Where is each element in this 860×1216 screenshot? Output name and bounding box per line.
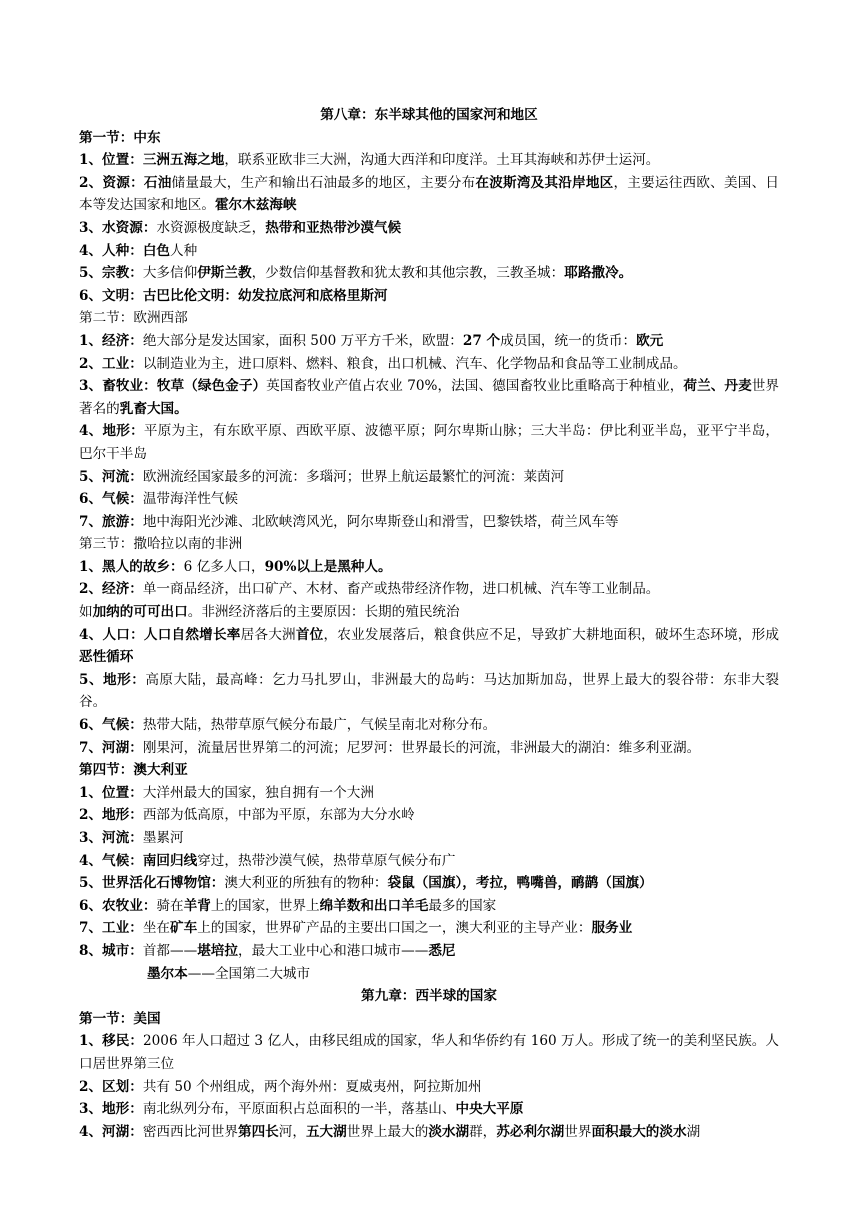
text-run: 6 亿多人口， [183, 558, 265, 575]
text-run: 刚果河，流量居世界第二的河流；尼罗河：世界最长的河流，非洲最大的湖泊：维多利亚湖。 [142, 739, 701, 756]
text-run: 淡水湖 [428, 1123, 470, 1140]
text-run: 以制造业为主，进口原料、燃料、粮食，出口机械、汽车、化学物品和食品等工业制成品。 [142, 355, 687, 372]
text-run: 霍尔木兹海峡 [214, 197, 297, 214]
text-run: 中央大平原 [455, 1101, 524, 1118]
text-run: 2、地形： [79, 807, 143, 824]
text-run: 5、河流： [79, 468, 143, 485]
text-run: 欧洲流经国家最多的河流：多瑙河；世界上航运最繁忙的河流：莱茵河 [142, 468, 565, 485]
text-run: 7、工业： [79, 920, 143, 937]
text-run: 储量最大，生产和输出石油最多的地区，主要分布 [171, 174, 476, 191]
document-line [79, 963, 779, 986]
text-run: 8、城市： [79, 942, 143, 959]
text-run: 27 个 [462, 332, 501, 349]
text-run: 6、农牧业： [79, 897, 157, 914]
text-run: ，少数信仰基督教和犹太教和其他宗教，三教圣城： [251, 265, 565, 282]
text-run: 成员国，统一的货币： [500, 332, 637, 349]
document-line [79, 624, 779, 669]
document-line [79, 240, 779, 263]
text-run: 1、经济： [79, 332, 143, 349]
text-run: 5、地形： [79, 671, 146, 688]
document-line [79, 737, 779, 760]
text-run: 绝大部分是发达国家，面积 500 万平方千米，欧盟： [142, 332, 463, 349]
text-run: 袋鼠（国旗），考拉，鸭嘴兽，鸸鹋（国旗） [387, 875, 653, 892]
text-run: 地中海阳光沙滩、北欧峡湾风光，阿尔卑斯登山和滑雪，巴黎铁塔，荷兰风车等 [142, 513, 619, 530]
text-run: 欧元 [636, 332, 664, 349]
text-run: 4、人口： [79, 626, 144, 643]
text-run: 世界上最大的 [346, 1123, 429, 1140]
text-run: 在波斯湾及其沿岸地区 [475, 174, 614, 191]
document-line [79, 578, 779, 601]
text-run: 密西西比河世界 [142, 1123, 238, 1140]
text-run: 热带大陆，热带草原气候分布最广，气候呈南北对称分布。 [142, 717, 497, 734]
text-run: 石油 [143, 174, 172, 191]
text-run: 4、气候： [79, 852, 143, 869]
text-run: 人种 [170, 242, 198, 259]
text-run: 墨尔本 [147, 965, 188, 982]
document-line [79, 782, 779, 805]
text-run: 6、文明：古巴比伦文明：幼发拉底河和底格里斯河 [79, 287, 388, 304]
text-run: 苏必利尔湖 [496, 1123, 565, 1140]
document-line [79, 375, 779, 420]
text-run: 西部为低高原，中部为平原，东部为大分水岭 [142, 807, 415, 824]
text-run: 世界 [564, 1123, 592, 1140]
text-run: 2、资源： [79, 174, 144, 191]
text-run: ——全国第二大城市 [187, 965, 311, 982]
document-line [79, 850, 779, 873]
document-line [79, 895, 779, 918]
text-run: 面积最大的淡水 [591, 1123, 687, 1140]
text-run: 悉尼 [428, 942, 456, 959]
document-line [79, 872, 779, 895]
text-run: 1、位置： [79, 784, 143, 801]
text-run: 如 [79, 604, 93, 621]
text-run: 共有 50 个州组成，两个海外州：夏威夷州，阿拉斯加州 [142, 1078, 482, 1095]
text-run: 第一节：中东 [79, 129, 161, 146]
text-run: 上的国家，世界上 [210, 897, 320, 914]
chapter-title [79, 104, 779, 127]
text-run: 2、区划： [79, 1078, 143, 1095]
text-run: 3、河流： [79, 830, 143, 846]
text-run: 5、宗教： [79, 265, 143, 282]
text-run: 90%以上是黑种人。 [264, 558, 392, 575]
chapter-title [79, 985, 779, 1008]
document-line [79, 127, 779, 150]
text-run: 水资源极度缺乏， [156, 219, 266, 236]
document-line [79, 149, 779, 172]
document-line [79, 1098, 779, 1121]
text-run: 世界著名的 [79, 378, 780, 417]
text-run: 1、位置： [79, 152, 143, 169]
text-run: 湖 [686, 1123, 701, 1140]
document-line [79, 488, 779, 511]
text-run: 高原大陆，最高峰：乞力马扎罗山，非洲最大的岛屿：马达加斯加岛，世界上最大的裂谷带：东非大裂谷。 [79, 671, 779, 711]
text-run: 恶性循环 [79, 649, 134, 666]
text-run: 英国畜牧业产值占农业 70%，法国、德国畜牧业比重略高于种植业， [266, 378, 684, 395]
text-run: 荷兰、丹麦 [683, 378, 752, 395]
text-run: 加纳的可可出口 [92, 604, 188, 621]
text-run: 第四节：澳大利亚 [79, 762, 188, 779]
document-line [79, 353, 779, 376]
text-run: 耶路撒冷。 [564, 265, 633, 282]
text-run: 第三节：撒哈拉以南的非洲 [79, 536, 243, 553]
text-run: 穿过，热带沙漠气候，热带草原气候分布广 [197, 852, 456, 869]
document-line [79, 285, 779, 308]
text-run: 牧草（绿色金子） [156, 378, 267, 395]
text-run: 4、河湖： [79, 1123, 143, 1140]
text-run: 第四长 [238, 1123, 279, 1140]
text-run: 2、工业： [79, 355, 143, 372]
text-run: 坐在 [142, 920, 171, 937]
text-run: 南北纵列分布，平原面积占总面积的一半，落基山、 [142, 1101, 456, 1118]
text-run: ，最大工业中心和港口城市—— [238, 942, 429, 959]
document-line [79, 601, 779, 624]
text-run: 服务业 [591, 920, 633, 937]
text-run: 伊斯兰教 [197, 265, 252, 282]
text-run: 第二节：欧洲西部 [79, 310, 188, 327]
text-run: 最多的国家 [428, 897, 497, 914]
text-run: 单一商品经济，出口矿产、木材、畜产或热带经济作物，进口机械、汽车等工业制品。 [142, 581, 660, 598]
text-run: 第九章：西半球的国家 [361, 988, 497, 1005]
text-run: 6、气候： [79, 717, 143, 734]
document-line [79, 307, 779, 330]
text-run: 1、黑人的故乡： [79, 558, 184, 575]
document-line [79, 217, 779, 240]
text-run: 大多信仰 [142, 265, 198, 282]
document-line [79, 1008, 779, 1031]
text-run: 骑在 [156, 897, 184, 914]
document-line [79, 1121, 779, 1144]
text-run: 第一节：美国 [79, 1010, 161, 1027]
text-run: ，主要运往西欧、美国、日本等发达国家和地区。 [79, 174, 780, 214]
document-line [79, 827, 779, 850]
document-line [79, 917, 779, 940]
document-line [79, 556, 779, 579]
text-run: 大洋州最大的国家，独自拥有一个大洲 [142, 784, 374, 801]
text-run: ，农业发展落后，粮食供应不足，导致扩大耕地面积，破坏生态环境，形成 [323, 626, 780, 643]
text-run: 3、水资源： [79, 219, 157, 236]
text-run: 群， [469, 1123, 497, 1140]
document-line [79, 759, 779, 782]
document-line [79, 669, 779, 714]
document-line [79, 511, 779, 534]
text-run: 堪培拉 [197, 942, 238, 959]
text-run: 4、地形： [79, 423, 144, 440]
document-line [79, 940, 779, 963]
document-line [79, 330, 779, 353]
text-run: 羊背 [183, 897, 211, 914]
text-run: 第八章：东半球其他的国家河和地区 [320, 107, 538, 123]
document-line [79, 714, 779, 737]
text-run: 白色 [142, 242, 171, 259]
text-run: 矿车 [170, 920, 198, 937]
text-run: 7、旅游： [79, 513, 143, 530]
text-run: 墨累河 [142, 830, 184, 846]
text-run: 上的国家，世界矿产品的主要出口国之一，澳大利亚的主导产业： [197, 920, 592, 937]
text-run: 5、世界活化石博物馆： [79, 875, 225, 892]
text-run: 3、地形： [79, 1101, 143, 1118]
text-run: 南回归线 [142, 852, 198, 869]
text-run: 三洲五海之地 [142, 152, 225, 169]
document-line [79, 533, 779, 556]
text-run: 温带海洋性气候 [142, 491, 238, 508]
document-line [79, 1076, 779, 1099]
text-run: 乳畜大国。 [119, 400, 188, 417]
text-run: 热带和亚热带沙漠气候 [265, 219, 402, 236]
document-line [79, 262, 779, 285]
document-line [79, 466, 779, 489]
text-run: 人口自然增长率 [143, 626, 241, 643]
text-run: 4、人种： [79, 242, 143, 259]
text-run: 绵羊数和出口羊毛 [319, 897, 429, 914]
text-run: 7、河湖： [79, 739, 143, 756]
document-line [79, 420, 779, 465]
document-line [79, 1030, 779, 1075]
text-run: 五大湖 [305, 1123, 347, 1140]
text-run: 2、经济： [79, 581, 143, 598]
text-run: 首位 [295, 626, 324, 643]
text-run: 2006 年人口超过 3 亿人，由移民组成的国家，华人和华侨约有 160 万人。形成了统一的美利坚民族。人口居世界第三位 [79, 1033, 779, 1072]
text-run: 平原为主，有东欧平原、西欧平原、波德平原；阿尔卑斯山脉；三大半岛：伊比利亚半岛，亚平宁半岛，巴尔干半岛 [79, 423, 779, 462]
text-run: 6、气候： [79, 491, 143, 508]
text-run: 3、畜牧业： [79, 378, 157, 395]
document-page [79, 104, 779, 1143]
text-run: 居各大洲 [240, 626, 296, 643]
text-run: ，联系亚欧非三大洲，沟通大西洋和印度洋。土耳其海峡和苏伊士运河。 [224, 152, 660, 169]
text-run: 。非洲经济落后的主要原因：长期的殖民统治 [187, 604, 460, 621]
document-line [79, 172, 779, 217]
text-run: 澳大利亚的所独有的物种： [224, 875, 388, 892]
document-line [79, 804, 779, 827]
text-run: 1、移民： [79, 1033, 143, 1050]
text-run: 首都—— [142, 942, 198, 959]
text-run: 河， [278, 1123, 306, 1140]
